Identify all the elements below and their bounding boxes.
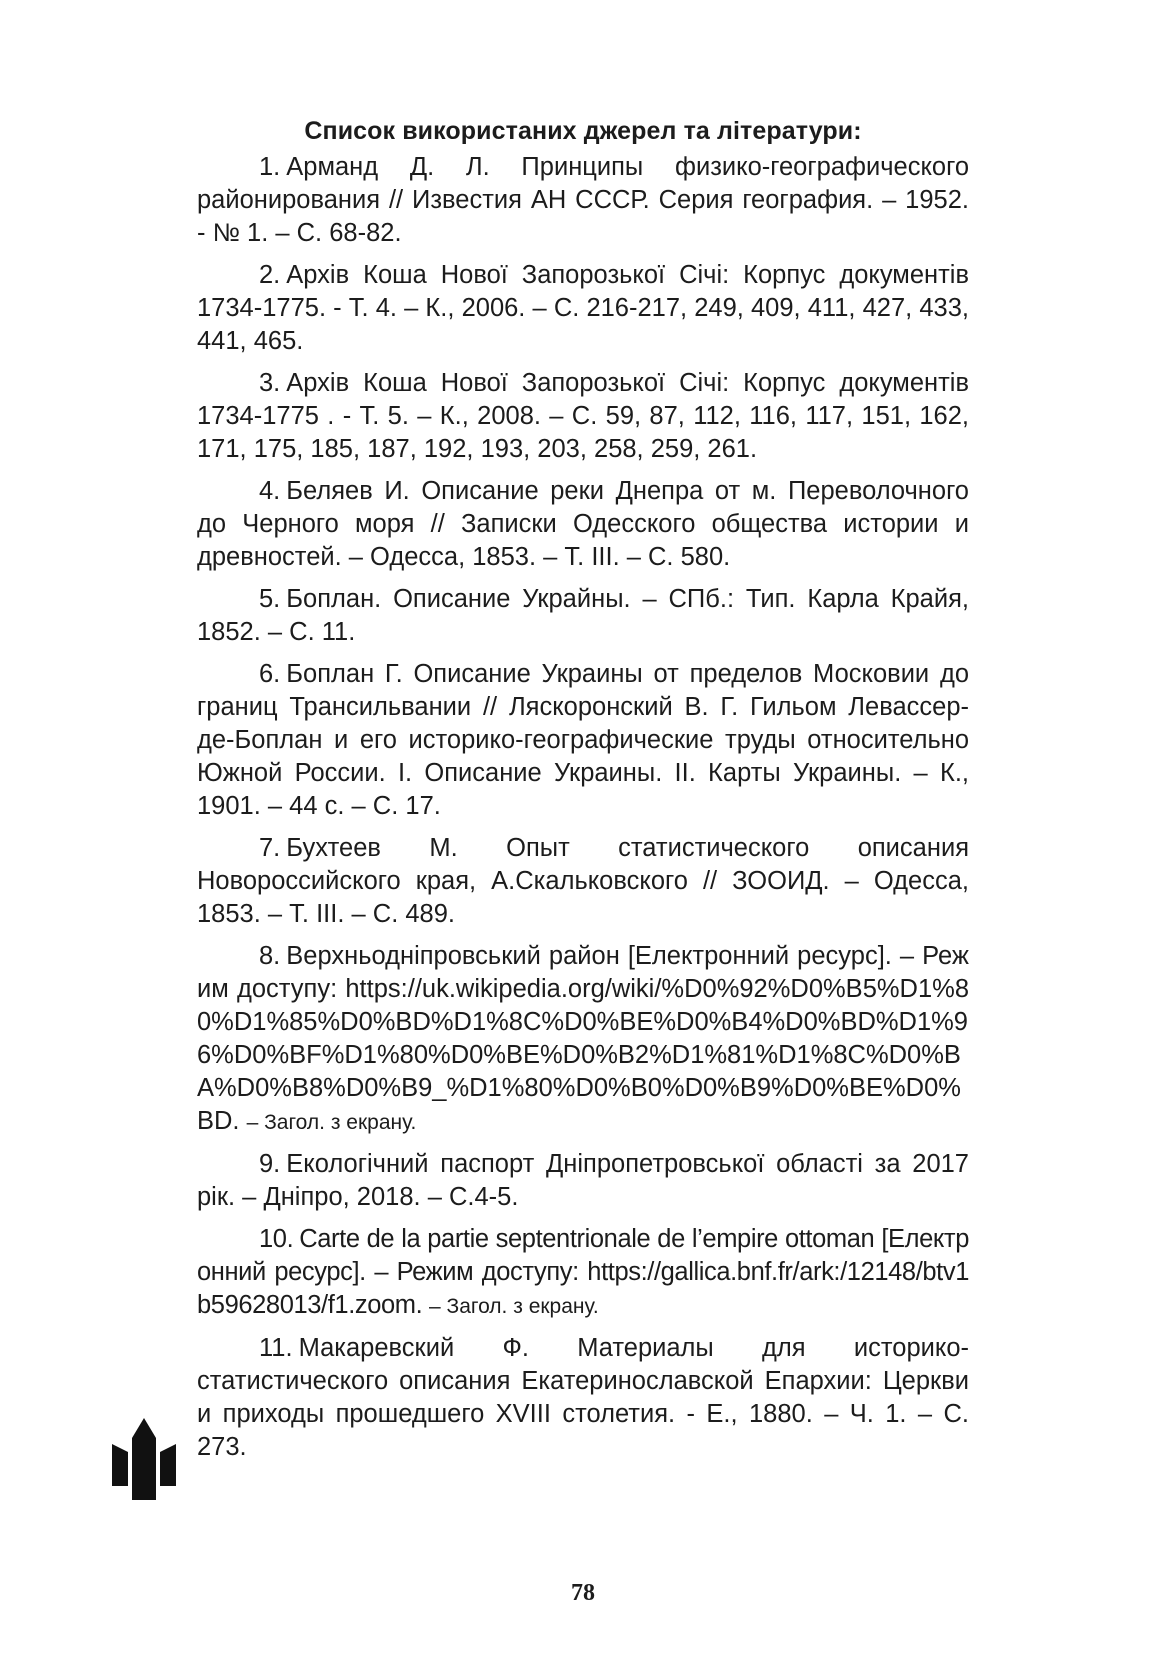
reference-number: 5. — [259, 585, 281, 613]
page-content — [197, 115, 969, 1473]
reference-item — [197, 1223, 969, 1323]
reference-number: 1. — [259, 153, 281, 181]
reference-text: Архів Коша Нової Запорозької Січі: Корпус документів 1734-1775 . - Т. 5. – К., 2008. – С. 59, 87, 112, 116, 117, 151, 162, 171, 175, 185, 187, 192, 193, 203, 258, 259, 261. — [197, 369, 969, 463]
reference-text: Архів Коша Нової Запорозької Січі: Корпус документів 1734-1775. - Т. 4. – К., 2006. – С. 216-217, 249, 409, 411, 427, 433, 441, 465. — [197, 261, 969, 355]
reference-text: Верхньодніпровський район [Електронний ресурс]. – Режим доступу: https://uk.wikipedia.org/wiki/%D0%92%D0%B5%D1%80%D1%85%D0%BD%D1%8C%D0%BE%D0%B4%D0%BD%D1%96%D0%BF%D1%80%D0%BE%D0%B2%D1%81%D1%8C%D0%BA%D0%B8%D0%B9_%D1%80%D0%B0%D0%B9%D0%BE%D0%BD. — [197, 942, 969, 1135]
reference-text: Екологічний паспорт Дніпропетровської області за 2017 рік. – Дніпро, 2018. – С.4-5. — [197, 1150, 969, 1211]
reference-text: Carte de la partie septentrionale de l’empire ottoman [Електронний ресурс]. – Режим доступу: https://gallica.bnf.fr/ark:/12148/btv1b59628013/f1.zoom. — [197, 1225, 969, 1319]
reference-number: 11. — [259, 1334, 293, 1362]
reference-number: 9. — [259, 1150, 281, 1178]
reference-item — [197, 940, 969, 1139]
reference-note: – Загол. з екрану. — [429, 1295, 599, 1318]
reference-number: 2. — [259, 261, 281, 289]
reference-text: Беляев И. Описание реки Днепра от м. Переволочного до Черного моря // Записки Одесского общества истории и древностей. – Одесса, 1853. – Т. III. – С. 580. — [197, 477, 969, 571]
reference-text: Макаревский Ф. Материалы для историко-статистического описания Екатеринославской Епархии: Церкви и приходы прошедшего XVIII столетия. - Е., 1880. – Ч. 1. – С. 273. — [197, 1334, 969, 1461]
publisher-emblem-icon — [112, 1418, 176, 1500]
reference-text: Бухтеев М. Опыт статистического описания Новороссийского края, А.Скальковского // ЗООИД. – Одесса, 1853. – Т. III. – С. 489. — [197, 834, 969, 928]
reference-number: 8. — [259, 942, 281, 970]
reference-number: 6. — [259, 660, 281, 688]
reference-item — [197, 658, 969, 823]
reference-text: Боплан Г. Описание Украины от пределов Московии до границ Трансильвании // Ляскоронский В. Г. Гильом Левассер-де-Боплан и его историко-географические труды относительно Южной России. I. Описание Украины. II. Карты Украины. – К., 1901. – 44 с. – С. 17. — [197, 660, 969, 820]
reference-text: Боплан. Описание Украйны. – СПб.: Тип. Карла Крайя, 1852. – С. 11. — [197, 585, 969, 646]
reference-item — [197, 259, 969, 358]
reference-number: 3. — [259, 369, 281, 397]
reference-number: 4. — [259, 477, 281, 505]
reference-item — [197, 367, 969, 466]
reference-item — [197, 583, 969, 649]
bibliography-heading: Список використаних джерел та літератури: — [304, 117, 862, 145]
reference-item — [197, 832, 969, 931]
reference-text: Арманд Д. Л. Принципы физико-географического районирования // Известия АН СССР. Серия география. – 1952. - № 1. – С. 68-82. — [197, 153, 969, 247]
reference-number: 10. — [259, 1225, 294, 1253]
reference-item — [197, 151, 969, 250]
reference-number: 7. — [259, 834, 281, 862]
reference-item — [197, 1148, 969, 1214]
reference-item — [197, 1332, 969, 1464]
reference-list — [197, 151, 969, 1464]
reference-note: – Загол. з екрану. — [246, 1111, 417, 1134]
reference-item — [197, 475, 969, 574]
page-number: 78 — [571, 1580, 595, 1606]
